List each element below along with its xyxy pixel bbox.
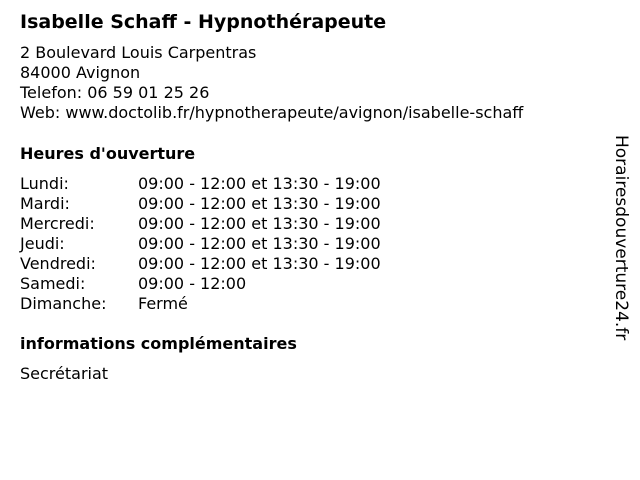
address-block xyxy=(20,43,523,123)
day-label: Samedi: xyxy=(20,274,86,293)
hours-row-wednesday xyxy=(20,214,381,234)
day-label: Mercredi: xyxy=(20,214,95,233)
opening-hours-table xyxy=(20,174,381,314)
hours-row-sunday xyxy=(20,294,381,314)
opening-hours-heading: Heures d'ouverture xyxy=(20,144,196,163)
hours-row-friday xyxy=(20,254,381,274)
street-address: 2 Boulevard Louis Carpentras xyxy=(20,43,257,62)
site-watermark: Horairesdouverture24.fr xyxy=(611,135,631,341)
hours-row-saturday xyxy=(20,274,381,294)
additional-info-text: Secrétariat xyxy=(20,364,109,383)
day-hours: 09:00 - 12:00 et 13:30 - 19:00 xyxy=(138,234,381,253)
day-hours: Fermé xyxy=(138,294,188,313)
day-hours: 09:00 - 12:00 xyxy=(138,274,247,293)
day-hours: 09:00 - 12:00 et 13:30 - 19:00 xyxy=(138,194,381,213)
day-label: Vendredi: xyxy=(20,254,96,273)
day-hours: 09:00 - 12:00 et 13:30 - 19:00 xyxy=(138,214,381,233)
additional-info-heading: informations complémentaires xyxy=(20,334,297,353)
postal-city: 84000 Avignon xyxy=(20,63,141,82)
hours-row-thursday xyxy=(20,234,381,254)
hours-row-tuesday xyxy=(20,194,381,214)
day-label: Jeudi: xyxy=(20,234,65,253)
page-title: Isabelle Schaff - Hypnothérapeute xyxy=(20,11,387,33)
day-label: Lundi: xyxy=(20,174,69,193)
phone-number: Telefon: 06 59 01 25 26 xyxy=(20,83,210,102)
day-hours: 09:00 - 12:00 et 13:30 - 19:00 xyxy=(138,254,381,273)
website: Web: www.doctolib.fr/hypnotherapeute/avignon/isabelle-schaff xyxy=(20,103,524,122)
day-hours: 09:00 - 12:00 et 13:30 - 19:00 xyxy=(138,174,381,193)
hours-row-monday xyxy=(20,174,381,194)
day-label: Mardi: xyxy=(20,194,70,213)
day-label: Dimanche: xyxy=(20,294,107,313)
